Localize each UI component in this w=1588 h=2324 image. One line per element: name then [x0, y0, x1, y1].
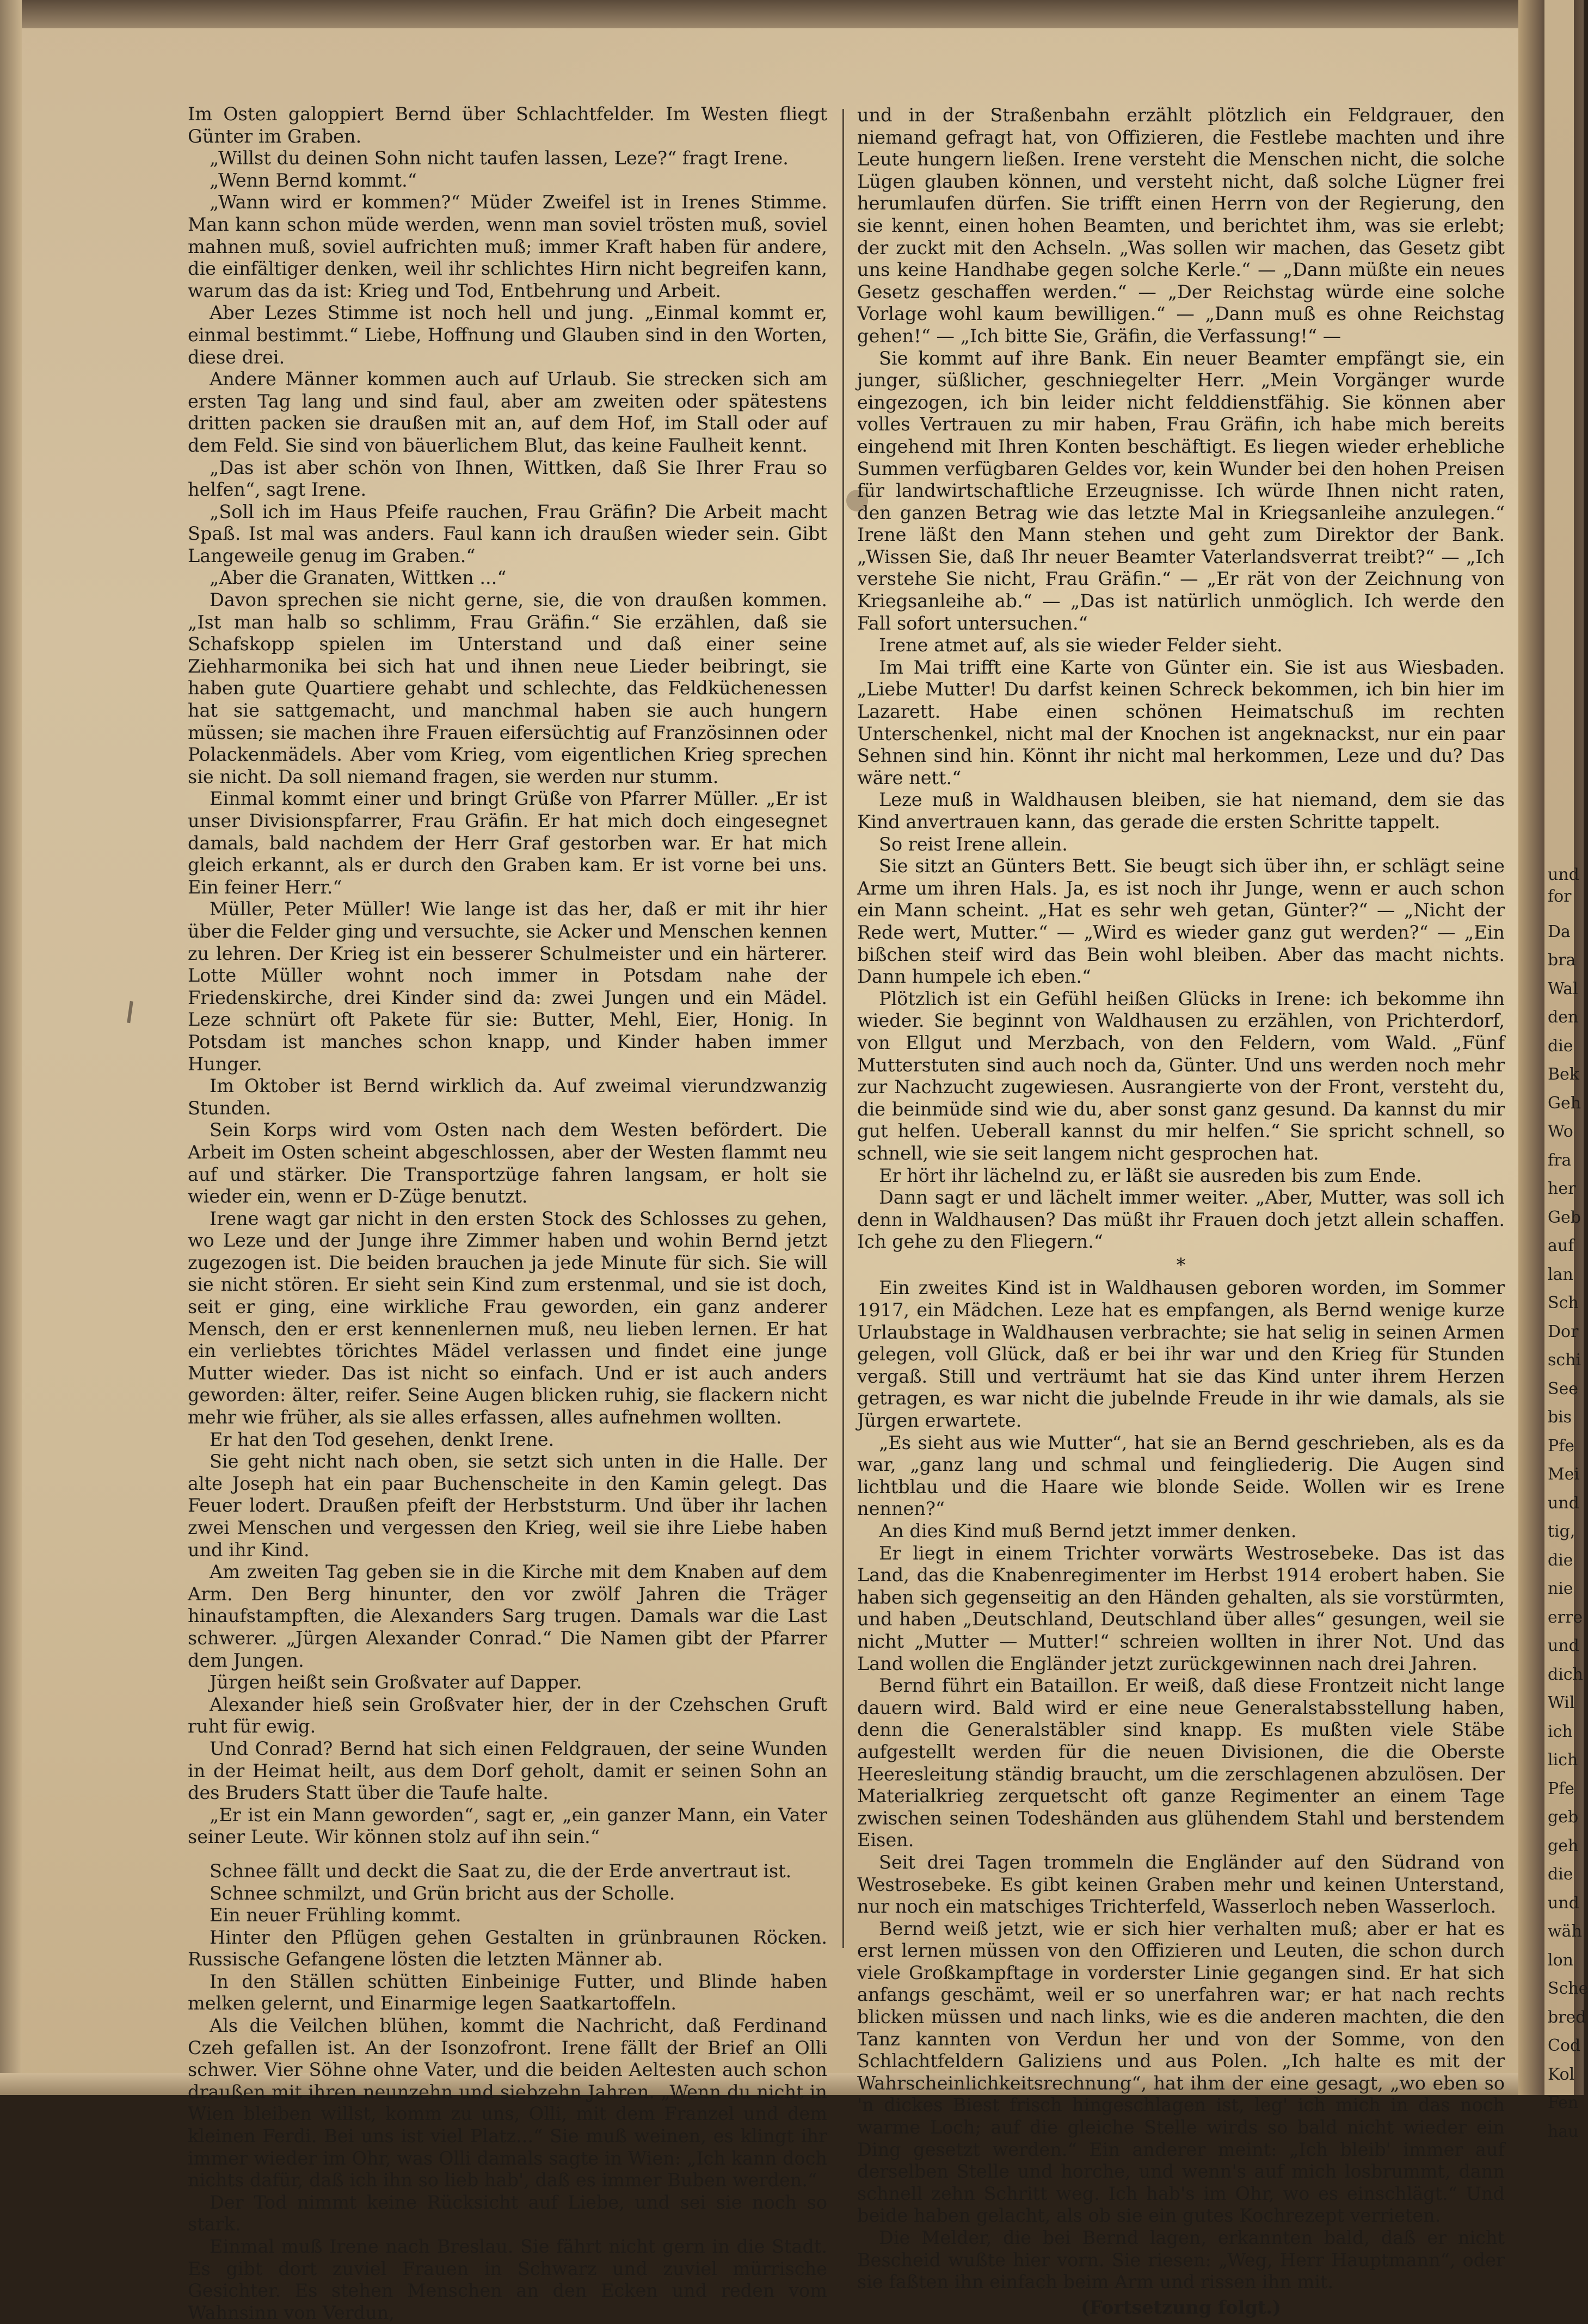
- paragraph: Irene wagt gar nicht in den ersten Stock des Schlosses zu gehen, wo Leze und der Junge ihre Zimmer haben und wohin Bernd jetzt zugezogen ist. Die beiden brauchen ja jede Minute für sich. Sie will sie nicht stören. Er sieht sein Kind zum erstenmal, und sie ist doch, seit er ging, eine wirkliche Frau geworden, ein ganz anderer Mensch, den er erst kennenlernen muß, neu lieben lernen. Er hat ein verliebtes törichtes Mädel verlassen und findet eine junge Mutter wieder. Das ist nicht so einfach. Und er ist auch anders geworden: älter, reifer. Seine Augen blicken ruhig, sie flackern nicht mehr wie früher, als sie alles erfassen, alles aufnehmen wollten.: [188, 1207, 827, 1428]
- column-rule: [842, 109, 844, 1948]
- next-page-fragment: Wil: [1548, 1693, 1575, 1713]
- paragraph: „Soll ich im Haus Pfeife rauchen, Frau Gräfin? Die Arbeit macht Spaß. Ist mal was anders. Faul kann ich draußen wieder sein. Gibt Langeweile genug im Graben.“: [188, 501, 827, 566]
- next-page-fragment: bred: [1548, 2007, 1586, 2027]
- next-page-fragment: auf: [1548, 1236, 1574, 1256]
- next-page-fragment: lich: [1548, 1750, 1578, 1770]
- paragraph: Alexander hieß sein Großvater hier, der in der Czehschen Gruft ruht für ewig.: [188, 1693, 827, 1737]
- next-page-fragment: See: [1548, 1379, 1579, 1398]
- paragraph: Sie geht nicht nach oben, sie setzt sich unten in die Halle. Der alte Joseph hat ein paar Buchenscheite in den Kamin gelegt. Das Feuer lodert. Draußen pfeift der Herbststurm. Und über ihr lachen zwei Menschen und vergessen den Krieg, weil sie ihre Liebe haben und ihr Kind.: [188, 1451, 827, 1561]
- next-page-fragment: die: [1548, 1550, 1573, 1570]
- paragraph: Im Oktober ist Bernd wirklich da. Auf zweimal vierundzwanzig Stunden.: [188, 1075, 827, 1119]
- paragraph: Er hat den Tod gesehen, denkt Irene.: [210, 1428, 555, 1450]
- paragraph: Im Osten galoppiert Bernd über Schlachtfelder. Im Westen fliegt Günter im Graben.: [188, 103, 827, 147]
- paragraph: „Aber die Granaten, Wittken ...“: [210, 567, 507, 589]
- paragraph: Sein Korps wird vom Osten nach dem Westen befördert. Die Arbeit im Osten scheint abgeschlossen, aber der Westen flammt neu auf und stärker. Die Transportzüge fahren langsam, er holt sie wieder ein, wenn er D-Züge benutzt.: [188, 1119, 827, 1207]
- next-page-fragment: geb: [1548, 1808, 1579, 1827]
- paragraph: Am zweiten Tag geben sie in die Kirche mit dem Knaben auf dem Arm. Den Berg hinunter, den vor zwölf Jahren die Träger hinaufstampften, die Alexanders Sarg trugen. Damals war die Last schwerer. „Jürgen Alexander Conrad.“ Die Namen gibt der Pfarrer dem Jungen.: [188, 1561, 827, 1671]
- paragraph: und in der Straßenbahn erzählt plötzlich ein Feldgrauer, den niemand gefragt hat, von Offizieren, die Festlebe machten und ihre Leute hungern ließen. Irene versteht die Menschen nicht, die solche Lügen glauben können, und versteht nicht, daß solche Lügner frei herumlaufen dürfen. Sie trifft einen Herrn von der Regierung, den sie kennt, einen hohen Beamten, und berichtet ihm, was sie erlebt; der zuckt mit den Achseln. „Was sollen wir machen, das Gesetz gibt uns keine Handhabe gegen solche Kerle.“ — „Dann müßte ein neues Gesetz geschaffen werden.“ — „Der Reichstag würde eine solche Vorlage wohl kaum bewilligen.“ — „Dann muß es ohne Reichstag gehen!“ — „Ich bitte Sie, Gräfin, die Verfassung!“ —: [857, 104, 1505, 347]
- next-page-fragment: Mei: [1548, 1465, 1580, 1484]
- paragraph: Plötzlich ist ein Gefühl heißen Glücks in Irene: ich bekomme ihn wieder. Sie beginnt von Waldhausen zu erzählen, von Prichterdorf, von Ellgut und Merzbach, von den Feldern, vom Wald. „Fünf Mutterstuten sind auch noch da, Günter. Und uns werden noch mehr zur Nachzucht zugewiesen. Ausrangierte von der Front, versteht du, die beinmüde sind wie du, aber sonst ganz gesund. Da kannst du mir gut helfen. Ueberall kannst du mir helfen.“ Sie spricht schnell, so schnell, wie sie seit langem nicht gesprochen hat.: [857, 988, 1505, 1164]
- next-page-fragment: fra: [1548, 1150, 1572, 1170]
- next-page-fragment: Pfe: [1548, 1779, 1575, 1798]
- paragraph: Davon sprechen sie nicht gerne, sie, die von draußen kommen. „Ist man halb so schlimm, Frau Gräfin.“ Sie erzählen, daß sie Schafskopp spielen im Unterstand und daß einer seine Ziehharmonika bei sich hat und ihnen neue Lieder beibringt, sie haben gute Quartiere gehabt und schlechte, das Feldküchenessen hat sie sattgemacht, und manchmal haben sie auch hungern müssen; sie machen ihre Frauen eifersüchtig auf Französinnen oder Polackenmädels. Aber vom Krieg, vom eigentlichen Krieg sprechen sie nicht. Da soll niemand fragen, sie werden nur stumm.: [188, 589, 827, 787]
- next-page-fragment: und: [1548, 1493, 1579, 1513]
- next-page-fragment: die: [1548, 1036, 1573, 1056]
- next-page-fragment: Pfe: [1548, 1436, 1575, 1456]
- next-page-fragment: Wo: [1548, 1122, 1573, 1142]
- paragraph: „Es sieht aus wie Mutter“, hat sie an Bernd geschrieben, als es da war, „ganz lang und schmal und feingliederig. Die Augen sind lichtblau und die Haare wie blonde Seide. Wollen wir es Irene nennen?“: [857, 1432, 1505, 1520]
- next-page-fragment: den: [1548, 1008, 1579, 1027]
- next-page-fragment: erre: [1548, 1607, 1583, 1627]
- next-page-fragment: Cod: [1548, 2036, 1581, 2056]
- paragraph: An dies Kind muß Bernd jetzt immer denken.: [879, 1520, 1297, 1542]
- next-page-fragment: bis: [1548, 1408, 1572, 1427]
- next-page-fragment: Bek: [1548, 1065, 1579, 1084]
- next-page-fragment: Fen: [1548, 2093, 1579, 2113]
- next-page-fragment: her: [1548, 1179, 1576, 1199]
- next-page-fragment: Sche: [1548, 1979, 1588, 1999]
- paragraph: Andere Männer kommen auch auf Urlaub. Sie strecken sich am ersten Tag lang und sind faul, aber am zweiten oder spätestens dritten packen sie draußen mit an, auf dem Hof, im Stall oder auf dem Feld. Sie sind von bäuerlichem Blut, das keine Faulheit kennt.: [188, 368, 827, 456]
- next-page-fragment: Wal: [1548, 979, 1578, 998]
- next-page-fragment: und: [1548, 1636, 1579, 1656]
- text-column-left: [188, 103, 827, 2324]
- paragraph: Aber Lezes Stimme ist noch hell und jung. „Einmal kommt er, einmal bestimmt.“ Liebe, Hoffnung und Glauben sind in den Worten, diese drei.: [188, 302, 827, 368]
- next-page-fragment: Geb: [1548, 1207, 1581, 1227]
- paragraph: Er hört ihr lächelnd zu, er läßt sie ausreden bis zum Ende.: [879, 1164, 1422, 1186]
- next-page-fragment: nie: [1548, 1579, 1573, 1599]
- paragraph: „Willst du deinen Sohn nicht taufen lassen, Leze?“ fragt Irene.: [210, 147, 789, 169]
- next-page-fragment: Sch: [1548, 1293, 1579, 1313]
- paragraph: Dann sagt er und lächelt immer weiter. „Aber, Mutter, was soll ich denn in Waldhausen? Das müßt ihr Frauen doch jetzt allein schaffen. Ich gehe zu den Fliegern.“: [857, 1187, 1505, 1253]
- paragraph: Sie sitzt an Günters Bett. Sie beugt sich über ihn, er schlägt seine Arme um ihren Hals. Ja, es ist noch ihr Junge, wenn er auch schon ein Mann scheint. „Hat es sehr weh getan, Günter?“ — „Nicht der Rede wert, Mutter.“ — „Wird es wieder ganz gut werden?“ — „Ein bißchen steif wird das Bein wohl bleiben. Aber das macht nichts. Dann humpele ich eben.“: [857, 855, 1505, 988]
- paragraph: Seit drei Tagen trommeln die Engländer auf den Südrand von Westrosebeke. Es gibt keinen Graben mehr und keinen Unterstand, nur noch ein matschiges Trichterfeld, Wasserloch neben Wasserloch.: [857, 1851, 1505, 1918]
- next-page-fragment: und: [1548, 1893, 1579, 1913]
- scan-top-edge: [0, 0, 1544, 28]
- paragraph: Ein zweites Kind ist in Waldhausen geboren worden, im Sommer 1917, ein Mädchen. Leze hat es empfangen, als Bernd wenige kurze Urlaubstage in Waldhausen verbrachte; sie hat selig in seinen Armen gelegen, voll Glück, daß er bei ihr war und den Krieg für Stunden vergaß. Still und verträumt hat sie das Kind unter ihrem Herzen getragen, es war nicht die jubelnde Freude in ihr wie damals, als sie Jürgen erwartete.: [857, 1277, 1505, 1432]
- paragraph: Müller, Peter Müller! Wie lange ist das her, daß er mit ihr hier über die Felder ging und versuchte, sie Acker und Menschen kennen zu lehren. Der Krieg ist ein besserer Schulmeister und ein härterer. Lotte Müller wohnt noch immer in Potsdam nahe der Friedenskirche, drei Kinder sind da: zwei Jungen und ein Mädel. Leze schnürt oft Pakete für sie: Butter, Mehl, Eier, Honig. In Potsdam ist manches schon knapp, und Kinder haben immer Hunger.: [188, 898, 827, 1075]
- paragraph: „Wenn Bernd kommt.“: [210, 169, 417, 191]
- scan-left-edge: [0, 0, 22, 2095]
- next-page-fragment: lan: [1548, 1265, 1573, 1284]
- paragraph: So reist Irene allein.: [879, 833, 1068, 855]
- paragraph: Leze muß in Waldhausen bleiben, sie hat niemand, dem sie das Kind anvertrauen kann, das gerade die ersten Schritte tappelt.: [857, 789, 1505, 833]
- next-page-fragment: Da: [1548, 922, 1571, 941]
- paragraph: Sie kommt auf ihre Bank. Ein neuer Beamter empfängt sie, ein junger, süßlicher, geschniegelter Herr. „Mein Vorgänger wurde eingezogen, ich bin leider nicht felddienstfähig. Sie können aber volles Vertrauen zu mir haben, Frau Gräfin, ich habe mich bereits eingehend mit Ihren Konten beschäftigt. Es liegen wieder erhebliche Summen verfügbaren Geldes vor, kein Wunder bei den hohen Preisen für landwirtschaftliche Erzeugnisse. Ich würde Ihnen nicht raten, den ganzen Betrag wie das letzte Mal in Kriegsanleihe anzulegen.“ Irene läßt den Mann stehen und geht zum Direktor der Bank. „Wissen Sie, daß Ihr neuer Beamter Vaterlandsverrat treibt?“ — „Ich verstehe Sie nicht, Frau Gräfin.“ — „Er rät von der Zeichnung von Kriegsanleihe ab.“ — „Das ist natürlich unmöglich. Ich werde den Fall sofort untersuchen.“: [857, 347, 1505, 634]
- paragraph: Einmal kommt einer und bringt Grüße von Pfarrer Müller. „Er ist unser Divisionspfarrer, Frau Gräfin. Er hat mich doch eingesegnet damals, bald nachdem der Herr Graf gestorben war. Er hat mich gleich erkannt, als er durch den Graben kam. Er ist vorne bei uns. Ein feiner Herr.“: [188, 788, 827, 898]
- next-page-edge: [1544, 0, 1588, 2141]
- paragraph: *: [1176, 1254, 1186, 1275]
- paragraph: Einmal muß Irene nach Breslau. Sie fährt nicht gern in die Stadt. Es gibt dort zuviel Frauen in Schwarz und zuviel mürrische Gesichter. Es stehen Menschen an den Ecken und reden vom Wahnsinn von Verdun,: [188, 2236, 827, 2323]
- paragraph: In den Ställen schütten Einbeinige Futter, und Blinde haben melken gelernt, und Einarmige legen Saatkartoffeln.: [188, 1970, 827, 2014]
- paragraph: Jürgen heißt sein Großvater auf Dapper.: [210, 1672, 582, 1693]
- text-column-right: [857, 104, 1505, 2319]
- next-page-fragment: die: [1548, 1865, 1573, 1884]
- next-page-fragment: tig,: [1548, 1522, 1575, 1542]
- next-page-fragment: for: [1548, 886, 1572, 906]
- paragraph: Irene atmet auf, als sie wieder Felder sieht.: [879, 634, 1283, 656]
- paragraph: Er liegt in einem Trichter vorwärts Westrosebeke. Das ist das Land, das die Knabenregimenter im Herbst 1914 erobert haben. Sie haben sich gegenseitig an den Händen gehalten, als sie vorstürmten, und haben „Deutschland, Deutschland über alles“ gesungen, weil sie nicht „Mutter — Mutter!“ schreien wollten in ihrer Not. Und das Land wollen die Engländer jetzt zurückgewinnen nach drei Jahren.: [857, 1542, 1505, 1674]
- next-page-fragment: wäh: [1548, 1922, 1582, 1941]
- next-page-fragment: lon: [1548, 1950, 1573, 1970]
- paragraph: Hinter den Pflügen gehen Gestalten in grünbraunen Röcken. Russische Gefangene lösten die letzten Männer ab.: [188, 1926, 827, 1970]
- next-page-fragment: hau: [1548, 2122, 1579, 2141]
- next-page-fragment: Kol: [1548, 2064, 1575, 2084]
- paragraph: Schnee schmilzt, und Grün bricht aus der Scholle.: [210, 1882, 675, 1904]
- paragraph: Der Tod nimmt keine Rücksicht auf Liebe, und sei sie noch so stark.: [188, 2191, 827, 2235]
- next-page-fragment: dich: [1548, 1665, 1583, 1684]
- paragraph: Schnee fällt und deckt die Saat zu, die der Erde anvertraut ist.: [210, 1860, 792, 1882]
- paragraph: Als die Veilchen blühen, kommt die Nachricht, daß Ferdinand Czeh gefallen ist. An der Isonzofront. Irene fällt der Brief an Olli schwer. Vier Söhne ohne Vater, und die beiden Aeltesten auch schon draußen mit ihren neunzehn und siebzehn Jahren. „Wenn du nicht in Wien bleiben willst, komm zu uns, Olli, mit dem Franzel und dem kleinen Ferdi. Bei uns ist viel Platz...“ Sie muß weinen, es klingt ihr immer wieder im Ohr, was Olli damals sagte in Wien: „Ich kann doch nichts dafür, daß ich ihn so lieb hab', daß es immer Buben werden.“: [188, 2015, 827, 2191]
- paragraph: Und Conrad? Bernd hat sich einen Feldgrauen, der seine Wunden in der Heimat heilt, aus dem Dorf geholt, damit er seinen Sohn an des Bruders Statt über die Taufe halte.: [188, 1737, 827, 1804]
- paragraph: „Wann wird er kommen?“ Müder Zweifel ist in Irenes Stimme. Man kann schon müde werden, wenn man soviel trösten muß, soviel mahnen muß, soviel aufrichten muß; immer Kraft haben für andere, die einfältiger denken, weil ihr schlichtes Hirn nicht begreifen kann, warum das da ist: Krieg und Tod, Entbehrung und Arbeit.: [188, 192, 827, 301]
- margin-mark: [127, 1001, 133, 1023]
- paragraph: Die Melder, die bei Bernd lagen, erkannten bald, daß er nicht Bescheid wußte hier vorn. Sie riesen: „Weg, Herr Hauptmann“, oder sie faßten ihn einfach beim Arm und rissen ihn mit.: [857, 2227, 1505, 2293]
- next-page-fragment: geh: [1548, 1836, 1579, 1855]
- next-page-fragment: Geh: [1548, 1093, 1581, 1113]
- next-page-fragment: und: [1548, 865, 1579, 884]
- paragraph: „Das ist aber schön von Ihnen, Wittken, daß Sie Ihrer Frau so helfen“, sagt Irene.: [188, 457, 827, 501]
- paragraph: Bernd führt ein Bataillon. Er weiß, daß diese Frontzeit nicht lange dauern wird. Bald wird er eine neue Generalstabsstellung haben, denn die Generalstäbler sind knapp. Es mußten viele Stäbe aufgestellt werden für die neuen Divisionen, die die Oberste Heeresleitung ständig braucht, um die zerschlagenen abzulösen. Der Materialkrieg zerquetscht oft ganze Regimenter an einem Tage zwischen seinen Todeshänden aus glühendem Stahl und berstendem Eisen.: [857, 1675, 1505, 1851]
- next-page-fragment: ich: [1548, 1722, 1573, 1741]
- next-page-fragment: Dor: [1548, 1322, 1579, 1341]
- paragraph: Ein neuer Frühling kommt.: [210, 1904, 461, 1926]
- paragraph: Im Mai trifft eine Karte von Günter ein. Sie ist aus Wiesbaden. „Liebe Mutter! Du darfst keinen Schreck bekommen, ich bin hier im Lazarett. Habe einen schönen Heimatschuß im rechten Unterschenkel, nicht mal der Knochen ist angeknackst, nur ein paar Sehnen sind hin. Könnt ihr nicht mal herkommen, Leze und du? Das wäre nett.“: [857, 656, 1505, 788]
- next-page-fragment: bra: [1548, 951, 1576, 970]
- next-page-fragment: schi: [1548, 1351, 1581, 1370]
- paragraph: „Er ist ein Mann geworden“, sagt er, „ein ganzer Mann, ein Vater seiner Leute. Wir können stolz auf ihn sein.“: [188, 1804, 827, 1848]
- paragraph: Bernd weiß jetzt, wie er sich hier verhalten muß; aber er hat es erst lernen müssen von den Offizieren und Leuten, die schon durch viele Großkampftage in vorderster Linie gegangen sind. Er hat sich anfangs geschämt, weil er so unerfahren war; er hat nach rechts blicken müssen und nach links, wie es die anderen machten, die den Tanz kannten von Verdun her und von der Somme, von den Schlachtfeldern Galiziens und aus Polen. „Ich halte es mit der Wahrscheinlichkeitsrechnung“, hat ihm der eine gesagt, „wo eben so 'n dickes Biest frisch hingeschlagen ist, leg' ich mich in das noch warme Loch; auf die gleiche Stelle wirds so bald nicht wieder ein Ding gesetzt werden.“ Ein anderer meint: „Ich bleib' immer auf derselben Stelle und horche, und wenn's auf mich losbrummt, dann schnell zehn Schritt weg. Ich hab's im Ohr, wo es einschlägt.“ Und beide haben gelacht, als ob sie ein gutes Kochrezept verrieten.: [857, 1918, 1505, 2227]
- paragraph: (Fortsetzung folgt.): [1081, 2296, 1281, 2318]
